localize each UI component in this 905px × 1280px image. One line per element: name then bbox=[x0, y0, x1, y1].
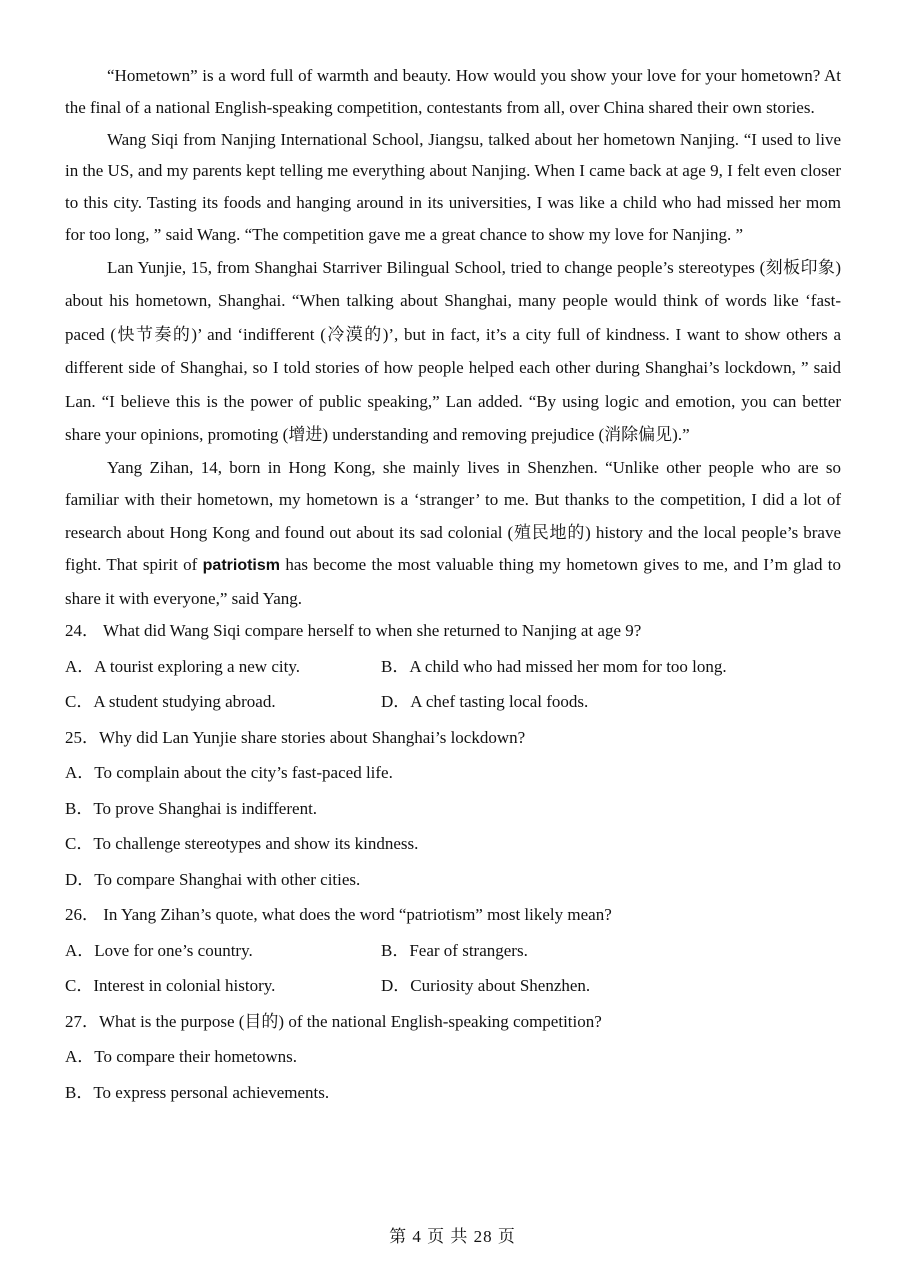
option-row bbox=[65, 684, 841, 720]
option-row bbox=[65, 933, 841, 969]
option-b: B．Fear of strangers. bbox=[381, 940, 528, 960]
option-b: B．To express personal achievements. bbox=[65, 1082, 330, 1102]
option-a: A．Love for one’s country. bbox=[65, 940, 253, 960]
option-d: D．To compare Shanghai with other cities. bbox=[65, 869, 361, 889]
question-26 bbox=[65, 897, 841, 1004]
document-body bbox=[65, 60, 841, 1110]
passage-paragraph-4 bbox=[65, 452, 841, 616]
option-c: C．To challenge stereotypes and show its kindness. bbox=[65, 834, 419, 854]
paragraph-4-text-start: Yang Zihan, 14, born in Hong Kong, she mainly lives in Shenzhen. “Unlike other people who are so familiar with their hometown, my hometown is a ‘stranger’ to me. But thanks to the competition, I did a lot of research about Hong Kong and found out about its sad colonial (殖民地的) history and the local people’s brave fight. That spirit of bbox=[65, 457, 841, 575]
option-c: C．Interest in colonial history. bbox=[65, 976, 276, 996]
question-stem: 27．What is the purpose (目的) of the national English-speaking competition? bbox=[65, 1011, 602, 1031]
option-d: D．Curiosity about Shenzhen. bbox=[381, 976, 591, 996]
passage-paragraph-1: “Hometown” is a word full of warmth and beauty. How would you show your love for your hometown? At the final of a national English-speaking competition, contestants from all, over China shared their own stories. bbox=[65, 66, 841, 117]
patriotism-keyword: patriotism bbox=[202, 557, 280, 575]
option-c: C．A student studying abroad. bbox=[65, 692, 276, 712]
option-a: A．A tourist exploring a new city. bbox=[65, 656, 300, 676]
option-row bbox=[65, 649, 841, 685]
option-a: A．To complain about the city’s fast-paced life. bbox=[65, 763, 393, 783]
question-stem: 25．Why did Lan Yunjie share stories about Shanghai’s lockdown? bbox=[65, 727, 526, 747]
option-b: B．A child who had missed her mom for too long. bbox=[381, 656, 727, 676]
paragraph-4-text-end: has become the most valuable thing my hometown gives to me, and I’m glad to share it with everyone,” said Yang. bbox=[65, 555, 841, 608]
question-stem: 26． In Yang Zihan’s quote, what does the word “patriotism” most likely mean? bbox=[65, 905, 612, 925]
question-stem: 24． What did Wang Siqi compare herself to when she returned to Nanjing at age 9? bbox=[65, 621, 642, 641]
question-24 bbox=[65, 613, 841, 720]
option-a: A．To compare their hometowns. bbox=[65, 1047, 298, 1067]
question-25 bbox=[65, 720, 841, 898]
option-row bbox=[65, 968, 841, 1004]
option-d: D．A chef tasting local foods. bbox=[381, 692, 589, 712]
question-27 bbox=[65, 1004, 841, 1111]
option-b: B．To prove Shanghai is indifferent. bbox=[65, 798, 318, 818]
passage-paragraph-3: Lan Yunjie, 15, from Shanghai Starriver Bilingual School, tried to change people’s stereotypes (刻板印象) about his hometown, Shanghai. “When talking about Shanghai, many people would think of words like ‘fast-paced (快节奏的)’ and ‘indifferent (冷漠的)’, but in fact, it’s a city full of kindness. I want to show others a different side of Shanghai, so I told stories of how people helped each other during Shanghai’s lockdown, ” said Lan. “I believe this is the power of public speaking,” Lan added. “By using logic and emotion, you can better share your opinions, promoting (增进) understanding and removing prejudice (消除偏见).” bbox=[65, 257, 841, 445]
page-number-footer: 第 4 页 共 28 页 bbox=[389, 1227, 516, 1246]
passage-paragraph-2: Wang Siqi from Nanjing International School, Jiangsu, talked about her hometown Nanjing. “I used to live in the US, and my parents kept telling me everything about Nanjing. When I came back at age 9, I felt even closer to this city. Tasting its foods and hanging around in its universities, I was like a child who had missed her mom for too long, ” said Wang. “The competition gave me a great chance to show my love for Nanjing. ” bbox=[65, 129, 841, 244]
